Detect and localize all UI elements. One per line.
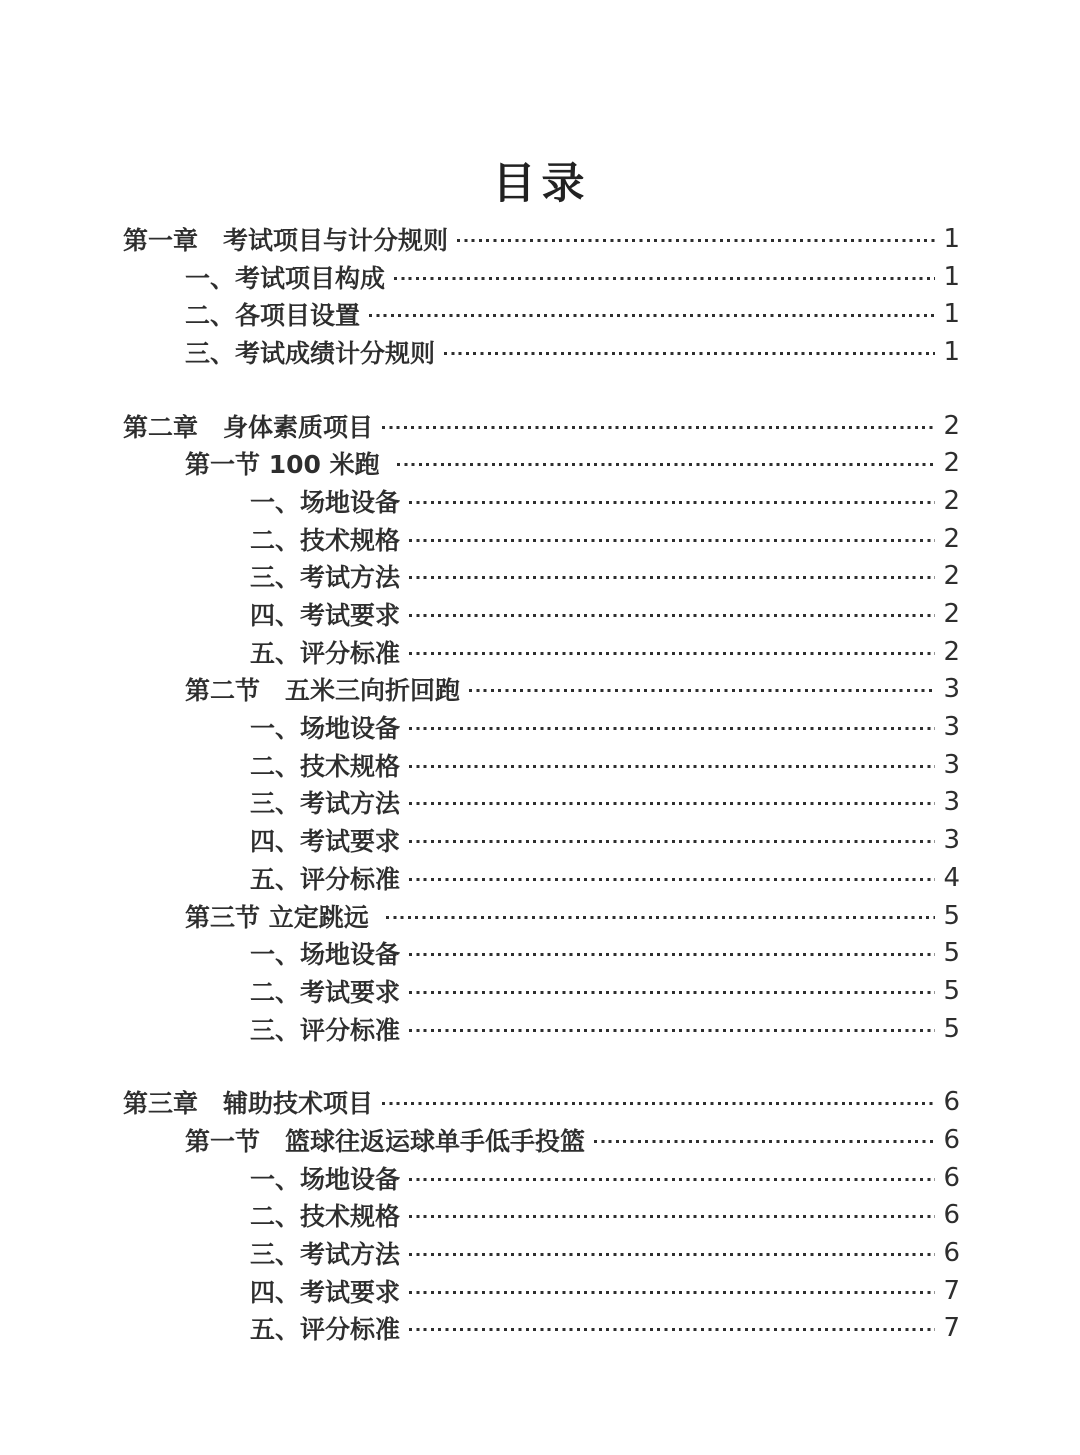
toc-entry [123,258,960,296]
toc-entry-label: 一、考试项目构成 [185,263,386,293]
toc-entry-label: 三、考试成绩计分规则 [185,338,436,368]
dotted-leader [409,1029,935,1032]
toc-entry [123,333,960,371]
toc-entry [123,821,960,859]
toc-entry-page-number: 2 [943,561,960,592]
toc-entry [123,633,960,671]
toc-entry-label: 五、评分标准 [250,864,401,894]
toc-entry-label: 四、考试要求 [250,1277,401,1307]
toc-entry-page-number: 5 [943,938,960,969]
toc-entry-label: 第一章 考试项目与计分规则 [123,225,449,255]
toc-entry-page-number: 6 [943,1162,960,1193]
dotted-leader [409,1253,935,1256]
toc-entry-label: 三、考试方法 [250,789,401,819]
toc-entry-label: 二、各项目设置 [185,301,361,331]
toc-entry-label: 二、技术规格 [250,525,401,555]
toc-entry [123,558,960,596]
dotted-leader [409,539,935,542]
toc-entry-page-number: 6 [943,1124,960,1155]
toc-entry-label: 一、场地设备 [250,487,401,517]
dotted-leader [386,916,935,919]
toc-entry [123,1272,960,1310]
toc-entry [123,972,960,1010]
dotted-leader [409,1328,935,1331]
toc-entry-label: 四、考试要求 [250,601,401,631]
toc-entry-label: 第三章 辅助技术项目 [123,1089,374,1119]
toc-entry [123,1121,960,1159]
toc-entry-page-number: 6 [943,1087,960,1118]
toc-entry-page-number: 3 [943,787,960,818]
toc-entry-label: 三、评分标准 [250,1015,401,1045]
toc-entry [123,1197,960,1235]
dotted-leader [469,689,935,692]
toc-entry-page-number: 2 [943,599,960,630]
toc-entry-page-number: 1 [943,261,960,292]
toc-entry-page-number: 5 [943,975,960,1006]
toc-entry-page-number: 2 [943,485,960,516]
toc-entry [123,859,960,897]
dotted-leader [409,727,935,730]
toc-entry-page-number: 5 [943,900,960,931]
dotted-leader [394,277,935,280]
toc-entry-label: 一、场地设备 [250,714,401,744]
toc-entry [123,482,960,520]
toc-entry-label: 二、技术规格 [250,751,401,781]
dotted-leader [409,501,935,504]
toc-entry-label: 一、场地设备 [250,940,401,970]
dotted-leader [409,802,935,805]
toc-entry-page-number: 3 [943,674,960,705]
dotted-leader [409,1291,935,1294]
toc-entry [123,1159,960,1197]
toc-entry-page-number: 6 [943,1200,960,1231]
toc-entry-page-number: 2 [943,410,960,441]
dotted-leader [369,314,935,317]
toc-entry [123,595,960,633]
toc-entry [123,784,960,822]
toc-entry [123,1083,960,1121]
toc-entry-page-number: 6 [943,1238,960,1269]
toc-list [123,220,960,1347]
toc-entry [123,520,960,558]
dotted-leader [409,1215,935,1218]
toc-entry [123,1310,960,1348]
toc-entry-page-number: 1 [943,336,960,367]
dotted-leader [409,840,935,843]
page-title: 目录 [492,159,591,209]
toc-entry-page-number: 2 [943,448,960,479]
toc-entry-label: 五、评分标准 [250,1315,401,1345]
toc-entry-page-number: 1 [943,223,960,254]
toc-entry-label: 第三节 立定跳远 [185,902,378,932]
toc-entry-label: 第二章 身体素质项目 [123,412,374,442]
dotted-leader [409,576,935,579]
toc-entry-page-number: 3 [943,749,960,780]
toc-entry-label: 二、技术规格 [250,1202,401,1232]
toc-entry [123,1010,960,1048]
toc-entry-page-number: 7 [943,1275,960,1306]
toc-entry-label: 一、场地设备 [250,1164,401,1194]
toc-entry-page-number: 3 [943,825,960,856]
toc-entry-label: 二、考试要求 [250,977,401,1007]
dotted-leader [457,239,935,242]
toc-entry [123,671,960,709]
toc-entry-label: 三、考试方法 [250,1240,401,1270]
toc-entry-label: 第二节 五米三向折回跑 [185,676,461,706]
dotted-leader [409,652,935,655]
dotted-leader [409,878,935,881]
dotted-leader [409,991,935,994]
toc-entry [123,1234,960,1272]
toc-entry-page-number: 3 [943,712,960,743]
dotted-leader [409,614,935,617]
toc-entry-label: 第一节 100 米跑 [185,450,389,480]
toc-entry-page-number: 2 [943,523,960,554]
toc-entry [123,746,960,784]
dotted-leader [594,1140,935,1143]
toc-entry [123,407,960,445]
toc-entry-page-number: 7 [943,1313,960,1344]
dotted-leader [397,463,935,466]
toc-entry [123,708,960,746]
dotted-leader [382,1102,935,1105]
toc-entry [123,295,960,333]
toc-entry-label: 三、考试方法 [250,563,401,593]
toc-entry [123,220,960,258]
dotted-leader [409,1178,935,1181]
toc-entry-page-number: 1 [943,299,960,330]
toc-entry [123,897,960,935]
dotted-leader [444,352,935,355]
toc-entry-label: 五、评分标准 [250,638,401,668]
dotted-leader [409,765,935,768]
toc-entry-label: 四、考试要求 [250,827,401,857]
dotted-leader [409,953,935,956]
toc-entry-label: 第一节 篮球往返运球单手低手投篮 [185,1126,586,1156]
toc-entry-page-number: 4 [943,862,960,893]
toc-entry [123,934,960,972]
toc-entry [123,444,960,482]
dotted-leader [382,426,935,429]
toc-entry-page-number: 5 [943,1013,960,1044]
toc-entry-page-number: 2 [943,636,960,667]
